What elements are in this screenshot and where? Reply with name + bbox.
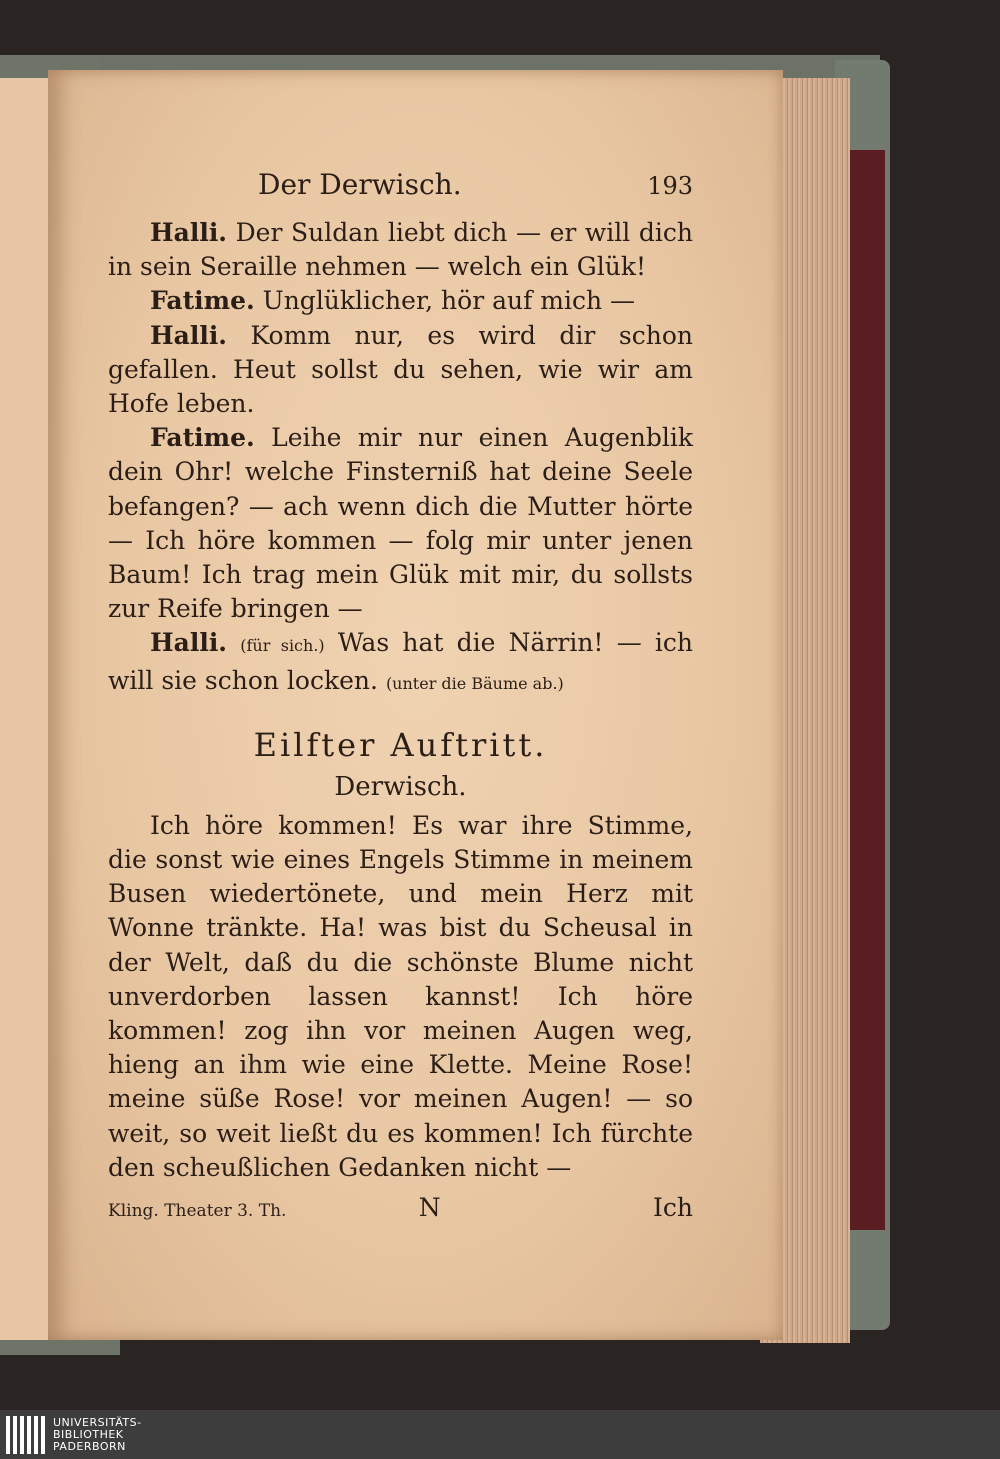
sheet-mark: N — [418, 1193, 441, 1223]
dialogue-text: Der Suldan liebt dich — er will dich in sein Seraille nehmen — welch ein Glük! — [108, 218, 693, 282]
speaker-name: Fatime. — [150, 423, 255, 453]
monologue-paragraph: Ich höre kommen! Es war ihre Stimme, die sonst wie eines Engels Stimme in meinem Busen wiedertönete, und mein Herz mit Wonne tränkte. Ha! was bist du Scheusal in der Welt, daß du die schönste Blume nicht unverdorben lassen kannst! Ich höre kommen! zog ihn vor meinen Augen weg, hieng an ihm wie eine Klette. Meine Rose! meine süße Rose! vor meinen Augen! — so weit, so weit ließt du es kommen! Ich fürchte den scheußlichen Gedanken nicht — — [108, 810, 693, 1182]
dialogue-paragraph — [108, 284, 693, 318]
logo-line: PADERBORN — [53, 1439, 126, 1453]
library-logo — [6, 1415, 142, 1455]
speaker-name: Fatime. — [150, 286, 255, 316]
stage-direction: (unter die Bäume ab.) — [385, 673, 564, 693]
speaker-name: Halli. — [150, 218, 228, 247]
page-number: 193 — [647, 172, 693, 200]
running-head — [108, 168, 693, 216]
scene-heading: Eilfter Auftritt. — [253, 725, 548, 764]
dialogue-paragraph — [108, 319, 693, 422]
signature-line: Kling. Theater 3. Th. — [108, 1201, 287, 1222]
dialogue-text: Was hat die Närrin! — ich will sie schon locken. — [108, 628, 694, 695]
spine-lining — [845, 150, 885, 1230]
dialogue-text: Unglüklicher, hör auf mich — — [262, 286, 636, 316]
book-page — [48, 70, 783, 1340]
dialogue-paragraph — [108, 626, 693, 700]
scene-character: Derwisch. — [334, 771, 467, 802]
logo-line: UNIVERSITÄTS- — [53, 1415, 142, 1429]
logo-text — [53, 1417, 142, 1453]
page-text-block — [108, 168, 693, 1228]
logo-line: BIBLIOTHEK — [53, 1427, 124, 1441]
library-footer-bar — [0, 1410, 1000, 1459]
catchword: Ich — [653, 1193, 693, 1223]
page-footer — [108, 1191, 693, 1228]
dialogue-paragraph — [108, 216, 693, 284]
stage-direction: (für sich.) — [240, 636, 325, 656]
dialogue-text: Leihe mir nur einen Augenblik dein Ohr! welche Finsterniß hat deine Seele befangen? — ach wenn dich die Mutter hörte — Ich höre kommen — folg mir unter jenen Baum! Ich trag mein Glük mit mir, du sollsts zur Reife bringen — — [108, 423, 693, 624]
dialogue-paragraph — [108, 421, 693, 626]
speaker-name: Halli. — [150, 320, 228, 350]
dialogue-text: Komm nur, es wird dir schon gefallen. Heut sollst du sehen, wie wir am Hofe leben. — [108, 320, 693, 419]
logo-stripes-icon — [6, 1416, 45, 1454]
speaker-name: Halli. — [150, 628, 228, 658]
left-page-edge — [0, 78, 52, 1340]
running-head-title: Der Derwisch. — [258, 168, 462, 201]
